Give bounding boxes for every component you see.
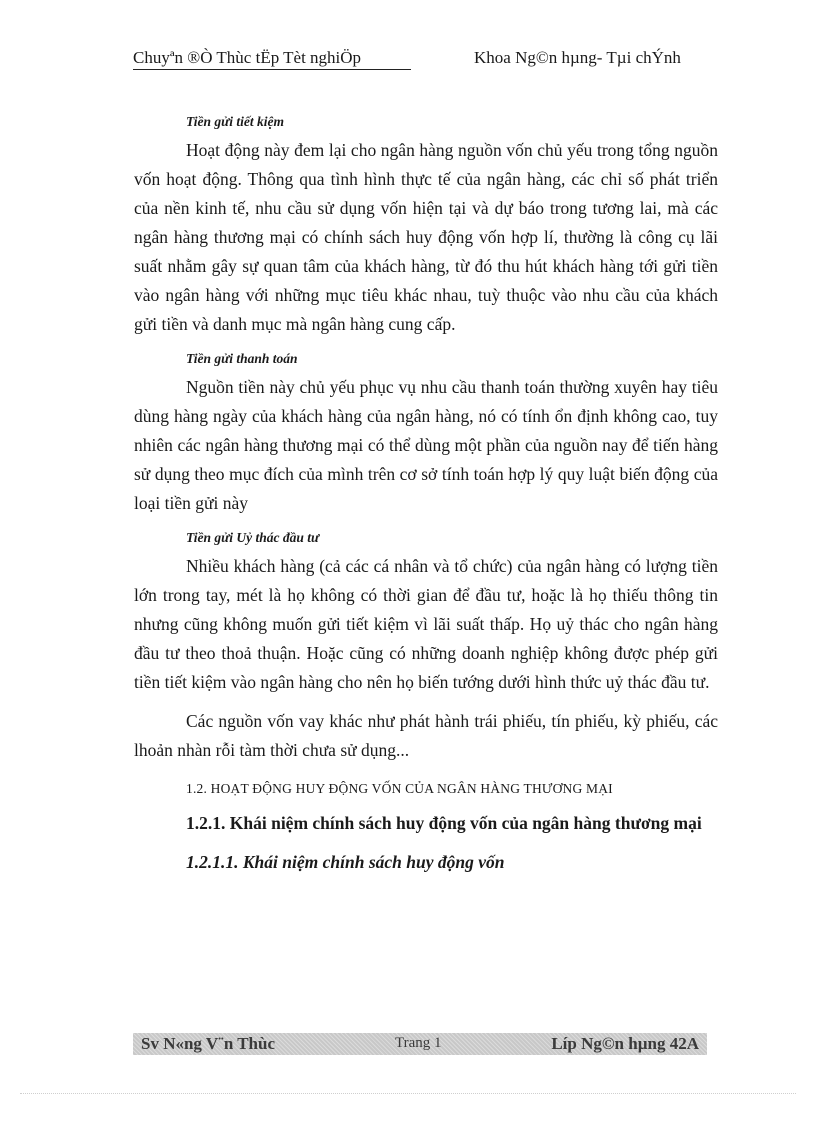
paragraph-nguon-von-khac: Các nguồn vốn vay khác như phát hành trái phiếu, tín phiếu, kỳ phiếu, các lhoản nhàn rỗi tàm thời chưa sử dụng... — [134, 711, 718, 760]
page-content — [134, 108, 718, 877]
footer-page-number: Trang 1 — [395, 1035, 442, 1051]
paragraph-tien-gui-tiet-kiem: Hoạt động này đem lại cho ngân hàng nguồn vốn chủ yếu trong tổng nguồn vốn hoạt động. Thông qua tình hình thực tế của ngân hàng, các chỉ số phát triển của nền kinh tế, nhu cầu sử dụng vốn hiện tại và dự báo trong tương lai, mà các ngân hàng thương mại có chính sách huy động vốn hợp lí, thường là công cụ lãi suất nhằm gây sự quan tâm của khách hàng, từ đó thu hút khách hàng tới gửi tiền vào ngân hàng với những mục tiêu khác nhau, tuỳ thuộc vào nhu cầu của khách gửi tiền và danh mục mà ngân hàng cung cấp. — [134, 140, 718, 334]
paragraph-tien-gui-uy-thac: Nhiều khách hàng (cả các cá nhân và tổ chức) của ngân hàng có lượng tiền lớn trong tay, mét là họ không có thời gian để đầu tư, hoặc là họ thiếu thông tin nhưng cũng không muốn gửi tiết kiệm vì lãi suất thấp. Họ uỷ thác cho ngân hàng đầu tư theo thoả thuận. Hoặc cũng có những doanh nghiệp không được phép gửi tiền tiết kiệm vào ngân hàng cho nên họ biến tướng dưới hình thức uỷ thác đầu tư. — [134, 556, 718, 692]
page-header — [133, 48, 718, 72]
paragraph-tien-gui-thanh-toan: Nguồn tiền này chủ yếu phục vụ nhu cầu thanh toán thường xuyên hay tiêu dùng hàng ngày của khách hàng của ngân hàng, nó có tính ổn định không cao, tuy nhiên các ngân hàng thương mại có thể dùng một phần của nguồn nay để tiến hàng sử dụng theo mục đích của mình trên cơ sở tính toán hợp lý quy luật biến động của loại tiền gửi này — [134, 377, 718, 513]
heading-tien-gui-uy-thac: Tiền gửi Uỷ thác đầu tư — [186, 530, 320, 545]
header-title-left: Chuyªn ®Ò Thùc tËp Tèt nghiÖp — [133, 48, 411, 70]
header-title-right: Khoa Ng©n hµng- Tµi chÝnh — [474, 48, 681, 67]
section-heading-1-2-1: 1.2.1. Khái niệm chính sách huy động vốn của ngân hàng thương mại — [186, 813, 702, 833]
section-heading-1-2-1-1: 1.2.1.1. Khái niệm chính sách huy động vốn — [186, 852, 505, 872]
footer-class: Líp Ng©n hµng 42A — [551, 1034, 699, 1053]
heading-tien-gui-thanh-toan: Tiền gửi thanh toán — [186, 351, 298, 366]
footer-author: Sv N«ng V¨n Thùc — [141, 1034, 276, 1053]
heading-tien-gui-tiet-kiem: Tiền gửi tiết kiệm — [186, 114, 284, 129]
section-heading-1-2: 1.2. HOẠT ĐỘNG HUY ĐỘNG VỐN CỦA NGÂN HÀNG THƯƠNG MẠI — [186, 781, 613, 796]
page-footer — [133, 1033, 707, 1055]
page-divider — [20, 1093, 796, 1094]
